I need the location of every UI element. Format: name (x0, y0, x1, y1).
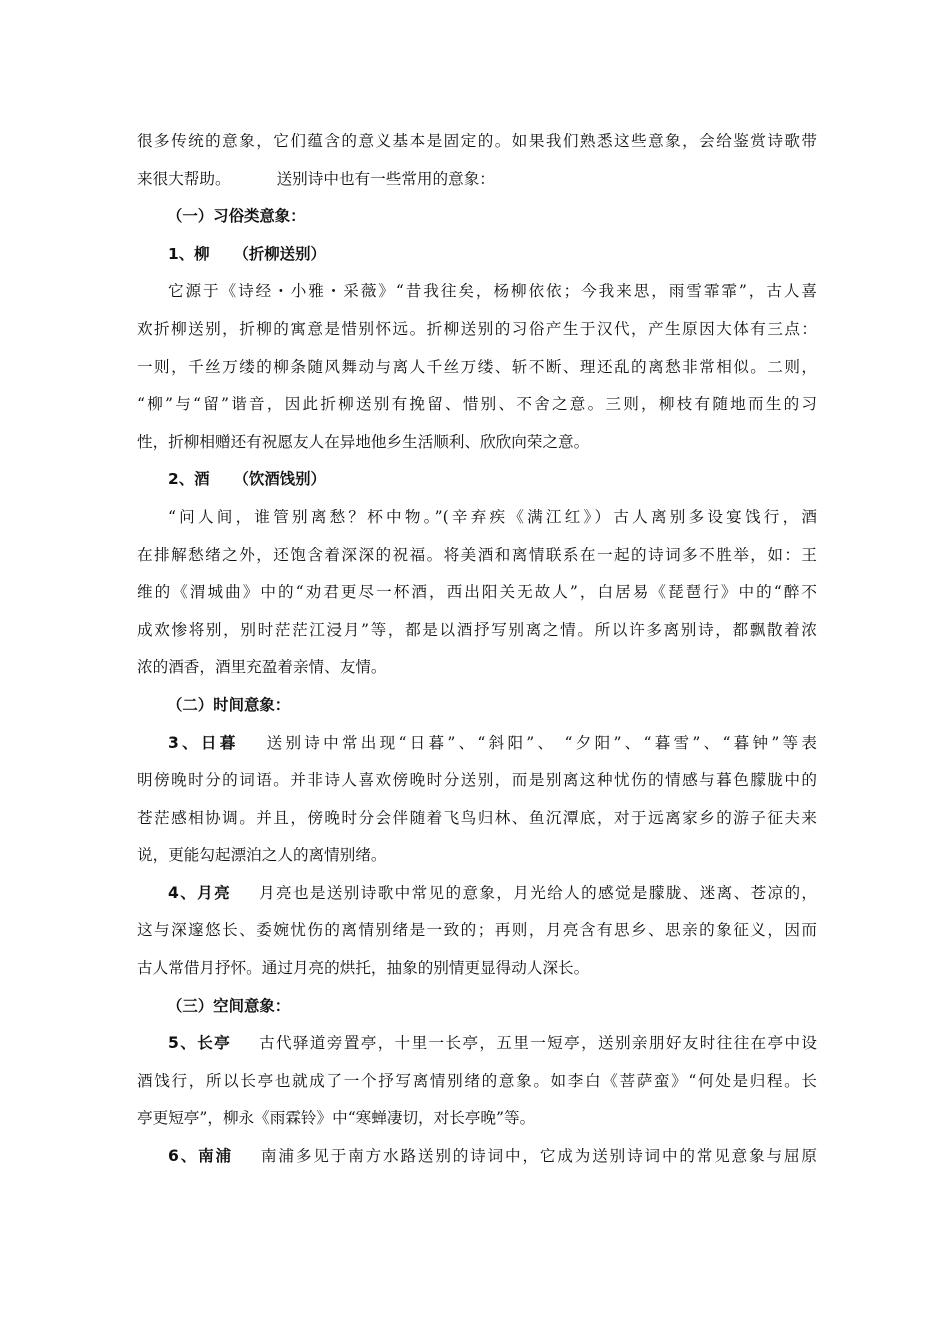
item-text-pavilion: 古代驿道旁置亭，十里一长亭，五里一短亭，送别亲朋好友时往往在亭中设 (259, 1034, 817, 1053)
paragraph-line: 酒饯行，所以长亭也就成了一个抒写离情别绪的意象。如李白《菩萨蛮》“何处是归程。长 (137, 1071, 817, 1090)
paragraph-line: 一则，千丝万缕的柳条随风舞动与离人千丝万缕、斩不断、理还乱的离愁非常相似。二则， (137, 357, 817, 376)
paragraph-line: 性，折柳相赠还有祝愿友人在异地他乡生活顺利、欣欣向荣之意。 (137, 432, 590, 451)
item-line-moon (137, 875, 817, 913)
paragraph-line: 维的《渭城曲》中的“劝君更尽一杯酒，西出阳关无故人”，白居易《琵琶行》中的“醉不 (137, 583, 817, 602)
intro-text-a: 来很大帮助。 (137, 169, 231, 188)
intro-line-1: 很多传统的意象，它们蕴含的意义基本是固定的。如果我们熟悉这些意象，会给鉴赏诗歌带 (137, 132, 817, 150)
item-title-willow (137, 236, 817, 274)
paragraph-line: 它源于《诗经・小雅・采薇》“昔我往矣，杨柳依依；今我来思，雨雪霏霏”，古人喜 (168, 282, 817, 301)
paragraph-line: 在排解愁绪之外，还饱含着深深的祝福。将美酒和离情联系在一起的诗词多不胜举，如：王 (137, 545, 817, 564)
item-line-dusk (137, 725, 817, 763)
paragraph-line: 明傍晚时分的词语。并非诗人喜欢傍晚时分送别，而是别离这种忧伤的情感与暮色朦胧中的 (137, 771, 817, 790)
paragraph-line: 浓的酒香，酒里充盈着亲情、友情。 (137, 658, 387, 677)
item-title-wine (137, 461, 817, 499)
document-body (137, 123, 817, 1176)
item-num-pavilion: 5、长亭 (168, 1034, 232, 1053)
item-text-moon: 月亮也是送别诗歌中常见的意象，月光给人的感觉是朦胧、迷离、苍凉的， (259, 883, 817, 902)
section-title-time: （二）时间意象： (167, 695, 291, 714)
paragraph-line: 这与深邃悠长、委婉忧伤的离情别绪是一致的；再则，月亮含有思乡、思亲的象征义，因而 (137, 921, 817, 940)
item-paren-wine: （饮酒饯别） (233, 470, 326, 489)
item-num-willow: 1、柳 (168, 244, 210, 263)
item-line-nanpu (137, 1138, 817, 1176)
item-text-dusk: 送别诗中常出现“日暮”、“斜阳”、 “夕阳”、“暮雪”、“暮钟”等表 (266, 733, 817, 752)
paragraph-line: “问人间，谁管别离愁？杯中物。”(辛弃疾《满江红》）古人离别多设宴饯行，酒 (168, 507, 817, 526)
intro-text-b: 送别诗中也有一些常用的意象： (276, 169, 495, 188)
paragraph-line: 说，更能勾起漂泊之人的离情别绪。 (137, 846, 387, 865)
section-title-space: （三）空间意象： (167, 996, 291, 1015)
item-num-nanpu: 6、南浦 (168, 1147, 233, 1166)
item-num-wine: 2、酒 (168, 470, 210, 489)
item-line-pavilion (137, 1025, 817, 1063)
paragraph-line: 苍茫感相协调。并且，傍晚时分会伴随着飞鸟归林、鱼沉潭底，对于远离家乡的游子征夫来 (137, 808, 817, 827)
item-num-dusk: 3、日暮 (168, 733, 239, 752)
paragraph-line: 古人常借月抒怀。通过月亮的烘托，抽象的别情更显得动人深长。 (137, 959, 590, 978)
paragraph-line: “柳”与“留”谐音，因此折柳送别有挽留、惜别、不舍之意。三则，柳枝有随地而生的习 (137, 395, 817, 414)
section-title-customs: （一）习俗类意象： (167, 207, 306, 226)
paragraph-line: 成欢惨将别，别时茫茫江浸月”等，都是以酒抒写别离之情。所以许多离别诗，都飘散着浓 (137, 620, 817, 639)
paragraph-line: 欢折柳送别，折柳的寓意是惜别怀远。折柳送别的习俗产生于汉代，产生原因大体有三点： (137, 319, 817, 338)
item-num-moon: 4、月亮 (168, 883, 232, 902)
item-paren-willow: （折柳送别） (233, 244, 326, 263)
paragraph-line: 亭更短亭”，柳永《雨霖铃》中“寒蝉凄切，对长亭晚”等。 (137, 1109, 536, 1128)
item-text-nanpu: 南浦多见于南方水路送别的诗词中，它成为送别诗词中的常见意象与屈原 (261, 1147, 817, 1166)
intro-line-2 (137, 161, 817, 199)
